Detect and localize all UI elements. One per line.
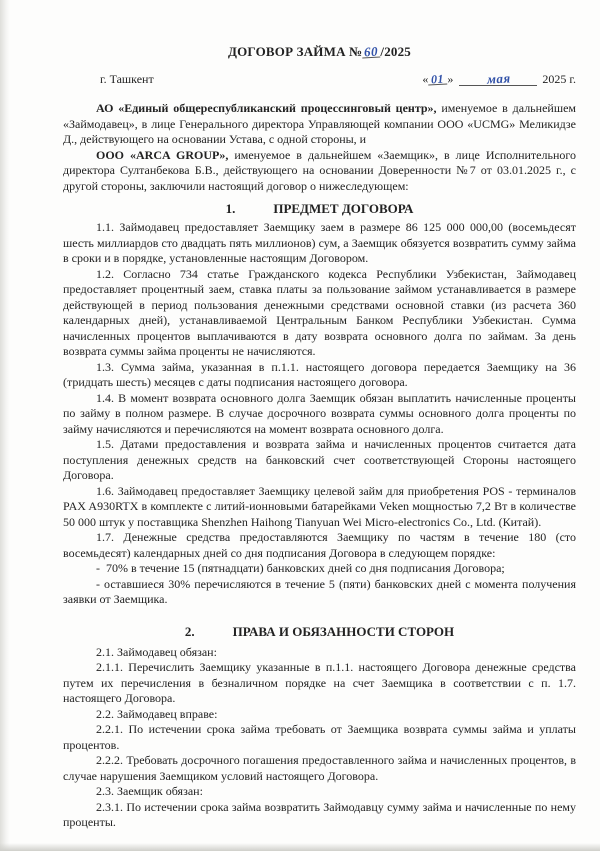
clause-1-7: 1.7. Денежные средства предоставляются Заемщику по частям в течение 180 (сто восемьдесят) календарных дней со дня подписания Договора в следующем порядке: <box>63 530 576 560</box>
year-label: 2025 г. <box>542 72 576 86</box>
clause-1-2: 1.2. Согласно 734 статье Гражданского кодекса Республики Узбекистан, Займодавец предоставляет процентный заем, ставка платы за пользование займом устанавливается в размере действующей в период пользования денежными средствами основной ставки (из расчета 360 календарных дней), устанавливаемой Центральным Банком Республики Узбекистан. Сумма начисленных процентов выплачиваются в дату возврата основного долга по займам. За день возврата суммы займа проценты не начисляются. <box>63 266 576 358</box>
city-date-row <box>63 72 576 87</box>
clause-1-3: 1.3. Сумма займа, указанная в п.1.1. настоящего договора передается Заемщику на 36 (тридцать шесть) месяцев с даты подписания настоящего договора. <box>63 359 576 389</box>
clause-2-1-1: 2.1.1. Перечислить Заемщику указанные в п.1.1. настоящего Договора денежные средства путем их перечисления в безналичном порядке на счет Заемщика в соответствии с п. 1.7. настоящего Договора. <box>63 660 576 705</box>
section-title: ПРЕДМЕТ ДОГОВОРА <box>273 201 414 216</box>
preamble-paragraph-borrower <box>63 148 576 195</box>
title-prefix: ДОГОВОР ЗАЙМА № <box>227 44 363 59</box>
contract-body <box>63 101 576 831</box>
scan-edge-bottom <box>0 843 600 851</box>
document-title <box>63 44 576 60</box>
clause-2-2: 2.2. Займодавец вправе: <box>96 706 218 721</box>
handwritten-contract-number: 60 <box>363 43 379 60</box>
clause-1-7-item-2: - оставшиеся 30% перечисляются в течение 5 (пяти) банковских дней с момента получения заявки от Заемщика. <box>63 576 576 606</box>
title-suffix: /2025 <box>380 44 412 59</box>
section-title: ПРАВА И ОБЯЗАННОСТИ СТОРОН <box>232 623 455 639</box>
month-blank-line <box>459 70 537 87</box>
clause-1-1: 1.1. Займодавец предоставляет Заемщику заем в размере 86 125 000 000,00 (восемьдесят шесть миллиардов сто двадцать пять миллионов) сум, а Заемщик обязуется возвратить сумму займа в сроки и в порядке, установленные настоящим Договором. <box>63 220 576 265</box>
clause-2-3-1: 2.3.1. По истечении срока займа возвратить Займодавцу сумму займа и начисленные по нему проценты. <box>63 799 576 829</box>
clause-2-2-2: 2.2.2. Требовать досрочного погашения предоставленного займа и начисленных процентов, в случае нарушения Заемщиком условий настоящего Договора. <box>63 753 576 783</box>
handwritten-day: 01 <box>428 74 448 86</box>
borrower-text: именуемое в дальнейшем «Заемщик», в лице Исполнительного директора Султанбекова Б.В., действующего на основании Доверенности №7 от 03.01.2025 г., с другой стороны, заключили настоящий договор о нижеследующем: <box>63 147 576 193</box>
clause-2-2-1: 2.2.1. По истечении срока займа требовать от Заемщика возврата суммы займа и уплаты процентов. <box>63 722 576 752</box>
section-heading-1 <box>63 201 576 217</box>
clause-1-6: 1.6. Займодавец предоставляет Заемщику целевой займ для приобретения POS - терминалов PAX A930RTX в комплекте с литий-ионновыми батарейками Veken мощностью 7,2 Вт в количестве 50 000 штук у поставщика Shenzhen Haihong Tianyuan Wei Micro-electronics Co., Ltd. (Китай). <box>63 483 576 529</box>
section-number: 1. <box>225 201 236 216</box>
lender-name-bold: АО «Единый общереспубликанский процессинговый центр», <box>96 101 437 115</box>
clause-1-7-item-1: - 70% в течение 15 (пятнадцати) банковских дней со дня подписания Договора; <box>96 561 505 575</box>
preamble-paragraph-lender <box>63 101 576 148</box>
section-number: 2. <box>184 623 195 639</box>
open-quote: « <box>422 72 429 86</box>
borrower-name-bold: ООО «ARCA GROUP», <box>96 147 229 162</box>
close-quote: » <box>447 72 454 86</box>
clause-1-5: 1.5. Датами предоставления и возврата займа и начисленных процентов считается дата поступления денежных средств на банковский счет соответствующей Стороны настоящего Договора. <box>63 437 576 482</box>
handwritten-month: мая <box>486 70 511 87</box>
scan-edge-left <box>0 0 10 851</box>
clause-1-4: 1.4. В момент возврата основного долга Заемщик обязан выплатить начисленные проценты по займу в полном размере. В случае досрочного возврата суммы основного долга проценты по займу начисляются и перечисляются на момент возврата основного долга. <box>63 390 576 436</box>
section-heading-2 <box>63 624 576 640</box>
date-field <box>422 72 576 87</box>
lender-text: именуемое в дальнейшем «Займодавец», в лице Генерального директора Управляющей компании ООО «UCMG» Меликидзе Д., действующего на основании Устава, с одной стороны, и <box>63 101 576 146</box>
clause-2-3: 2.3. Заемщик обязан: <box>96 784 203 798</box>
clause-2-1: 2.1. Займодавец обязан: <box>96 644 217 659</box>
city-label: г. Ташкент <box>100 72 154 86</box>
